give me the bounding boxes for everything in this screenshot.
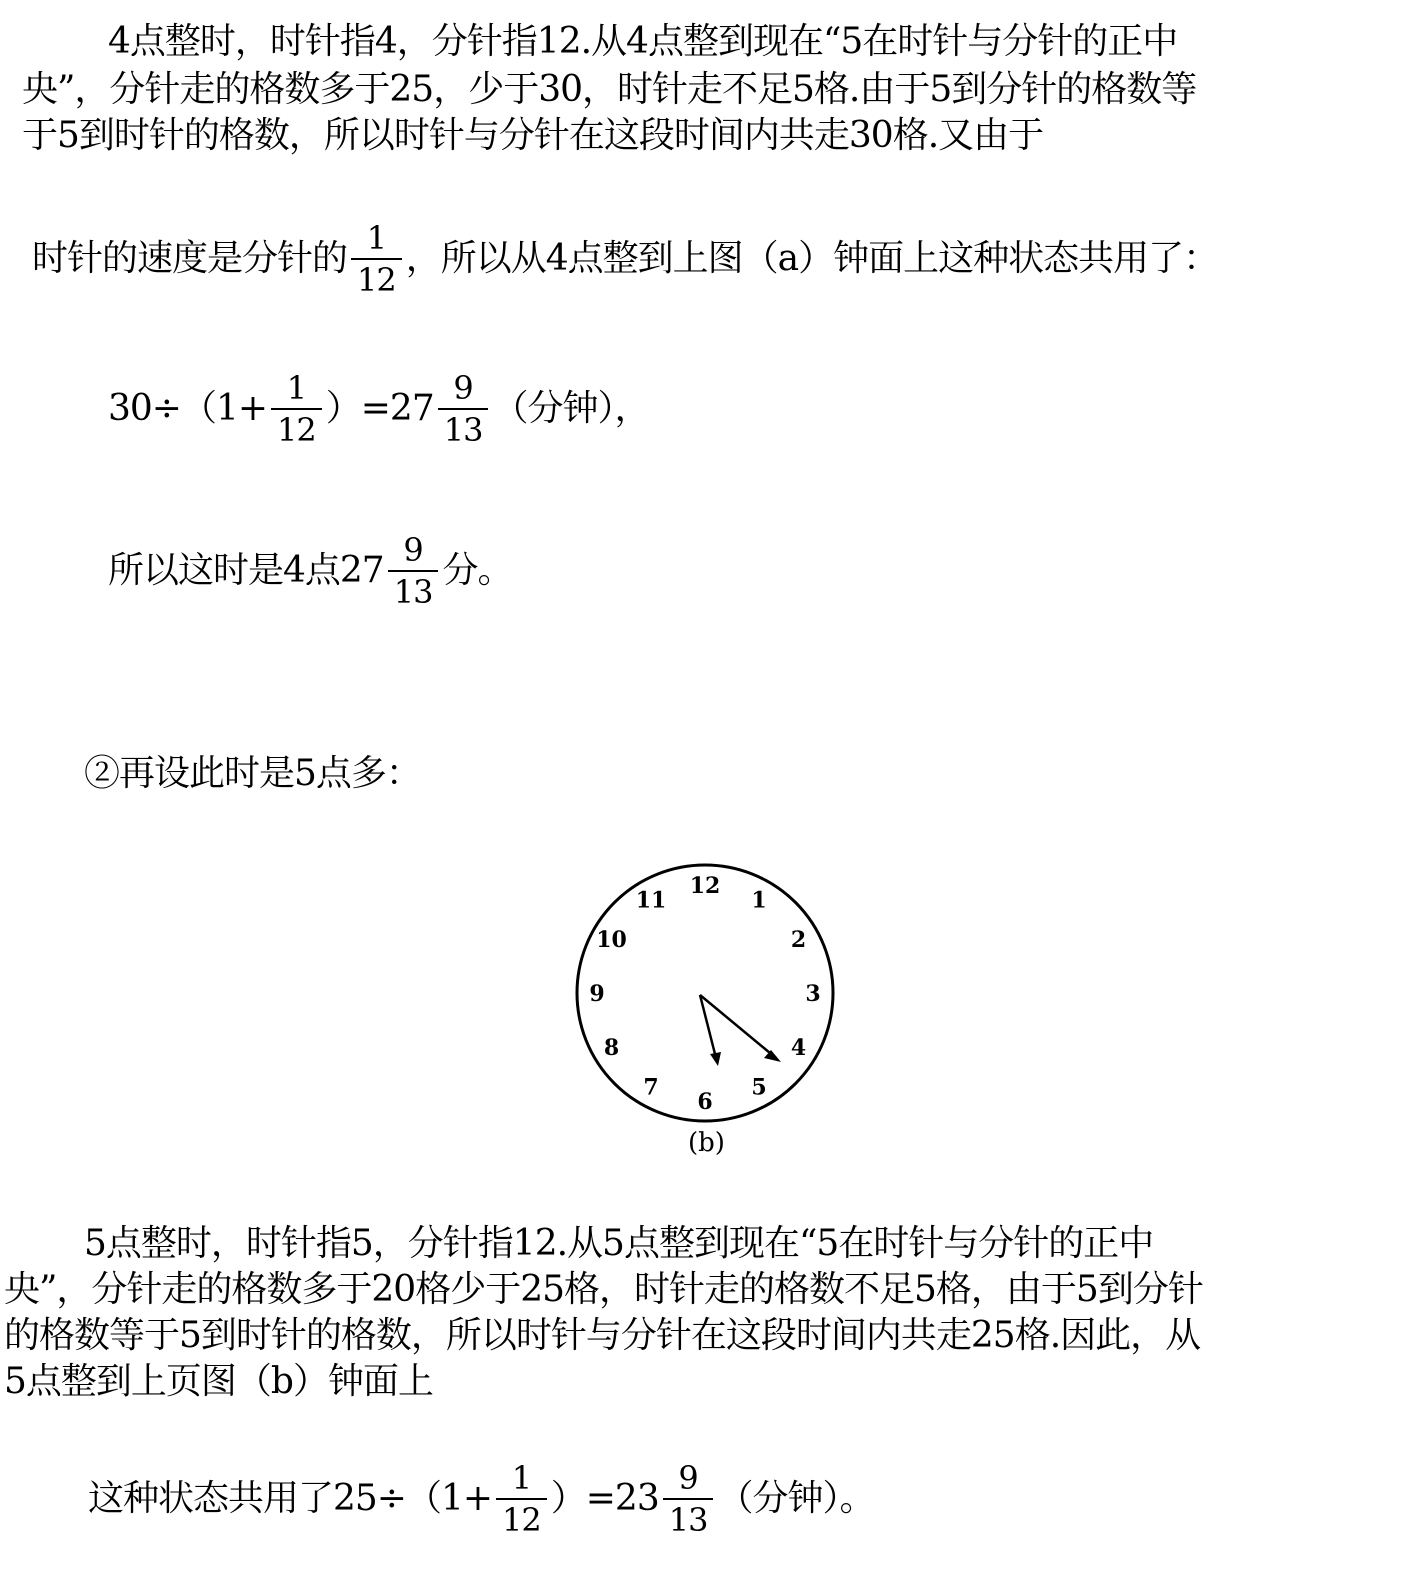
eq1-before: 30÷（1+ [108, 388, 268, 429]
eq2-fraction-1 [496, 1458, 547, 1540]
clock-number: 3 [805, 981, 821, 1007]
eq1-mid: ）=27 [325, 388, 434, 429]
clock-number: 9 [589, 981, 605, 1007]
para1-line3: 于5到时针的格数，所以时针与分针在这段时间内共走30格.又由于 [22, 115, 1044, 156]
clock-face [577, 865, 833, 1121]
eq2-frac2-numerator: 9 [663, 1458, 714, 1500]
equation-1 [108, 368, 649, 450]
clock-number: 5 [751, 1074, 767, 1101]
eq1-frac2-numerator: 9 [438, 368, 489, 410]
para1-line2: 央”，分针走的格数多于25，少于30，时针走不足5格.由于5到分针的格数等 [22, 69, 1197, 110]
speed-line-before: 时针的速度是分针的 [32, 238, 348, 279]
eq2-mid: ）=23 [550, 1478, 659, 1519]
eq2-frac1-denominator: 12 [502, 1501, 541, 1539]
eq1-fraction-1 [271, 368, 322, 450]
clock-number: 8 [603, 1035, 620, 1061]
result1-frac-numerator: 9 [388, 530, 439, 572]
para2-line3: 的格数等于5到时针的格数，所以时针与分针在这段时间内共走25格.因此，从 [4, 1315, 1201, 1356]
clock-caption: (b) [688, 1128, 725, 1158]
eq2-frac1-numerator: 1 [496, 1458, 547, 1500]
speed-fraction [351, 218, 402, 300]
result1-fraction [388, 530, 439, 612]
result1-after: 分。 [442, 550, 513, 591]
result1-frac-denominator: 13 [393, 573, 433, 611]
eq2-fraction-2 [663, 1458, 714, 1540]
equation-2 [88, 1458, 874, 1540]
clock-number: 6 [697, 1089, 713, 1115]
para2-line4: 5点整到上页图（b）钟面上 [4, 1361, 433, 1402]
para1-line1: 4点整时，时针指4，分针指12.从4点整到现在“5在时针与分针的正中 [108, 21, 1178, 62]
para2-line1: 5点整时，时针指5，分针指12.从5点整到现在“5在时针与分针的正中 [84, 1223, 1154, 1264]
clock-number: 1 [751, 887, 767, 914]
eq1-frac1-denominator: 12 [277, 411, 316, 449]
speed-line [32, 218, 1218, 300]
para2-line2: 央”，分针走的格数多于20格少于25格，时针走的格数不足5格，由于5到分针 [4, 1269, 1203, 1310]
clock-number: 10 [596, 927, 627, 953]
speed-fraction-numerator: 1 [351, 218, 402, 260]
clock-number: 12 [689, 873, 721, 899]
eq2-before: 这种状态共用了25÷（1+ [88, 1478, 493, 1519]
minute-hand [700, 995, 781, 1062]
eq2-after: （分钟）。 [717, 1478, 875, 1519]
eq1-fraction-2 [438, 368, 489, 450]
eq1-after: （分钟）， [492, 388, 650, 429]
case2-heading: ②再设此时是5点多： [84, 753, 421, 794]
eq1-frac1-numerator: 1 [271, 368, 322, 410]
clock-numbers [589, 873, 820, 1115]
eq1-frac2-denominator: 13 [443, 411, 483, 449]
clock-number: 2 [790, 927, 807, 953]
clock-number: 4 [790, 1035, 807, 1061]
result-1 [108, 530, 512, 612]
clock-number: 7 [643, 1074, 659, 1101]
clock-number: 11 [635, 887, 667, 914]
eq2-frac2-denominator: 13 [668, 1501, 708, 1539]
speed-line-after: ，所以从4点整到上图（a）钟面上这种状态共用了： [405, 238, 1219, 279]
speed-fraction-denominator: 12 [357, 261, 396, 299]
result1-before: 所以这时是4点27 [108, 550, 384, 591]
hour-hand [700, 995, 721, 1066]
clock-figure [570, 860, 840, 1130]
